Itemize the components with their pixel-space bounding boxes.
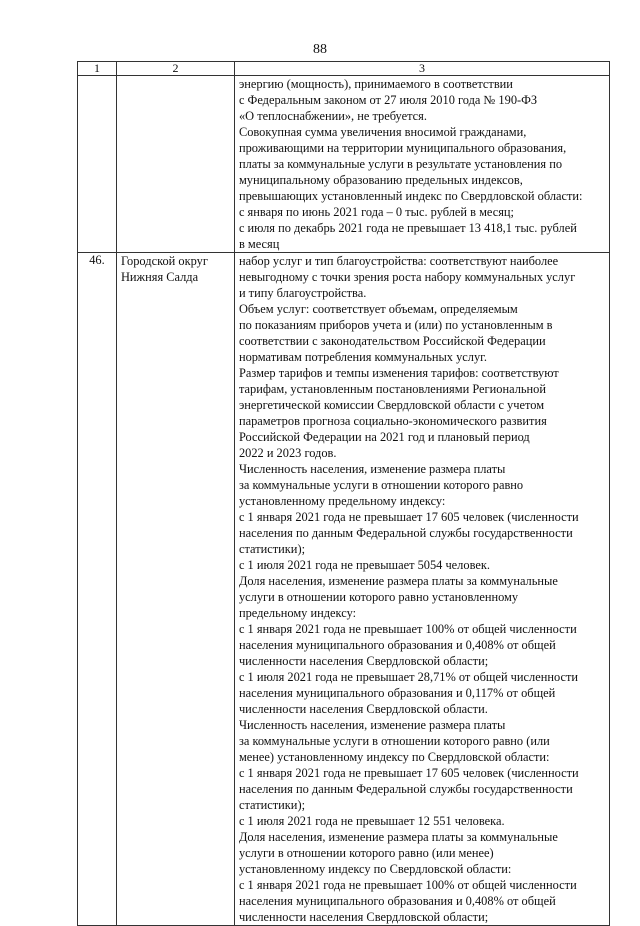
text-line: населения муниципального образования и 0,408% от общей <box>238 638 556 652</box>
text-line: энергию (мощность), принимаемого в соответствии <box>238 77 513 91</box>
text-line: с 1 января 2021 года не превышает 17 605 человек (численности <box>238 510 579 524</box>
text-line: Объем услуг: соответствует объемам, определяемым <box>238 302 518 316</box>
text-line: численности населения Свердловской области; <box>238 654 489 668</box>
table-row <box>78 76 610 253</box>
text-line: с 1 января 2021 года не превышает 17 605 человек (численности <box>238 766 579 780</box>
text-line: превышающих установленный индекс по Свердловской области: <box>238 189 583 203</box>
text-line: соответствии с законодательством Российской Федерации <box>238 334 546 348</box>
text-line: предельному индексу: <box>238 606 357 620</box>
header-cell-3: 3 <box>234 62 609 76</box>
text-line: населения по данным Федеральной службы государственности <box>238 526 573 540</box>
text-line: с Федеральным законом от 27 июля 2010 года № 190-ФЗ <box>238 93 538 107</box>
text-line: платы за коммунальные услуги в результате установления по <box>238 157 563 171</box>
text-line: статистики); <box>238 542 306 556</box>
text-line: нормативам потребления коммунальных услуг. <box>238 350 487 364</box>
text-line: по показаниям приборов учета и (или) по установленным в <box>238 318 553 332</box>
text-line: статистики); <box>238 798 306 812</box>
text-line: в месяц <box>238 237 280 251</box>
municipality-cell <box>116 253 234 926</box>
row-number-cell: 46. <box>78 253 117 926</box>
text-line: за коммунальные услуги в отношении которого равно (или <box>238 734 550 748</box>
text-line: численности населения Свердловской области; <box>238 910 489 924</box>
text-line: проживающими на территории муниципального образования, <box>238 141 567 155</box>
text-line: с 1 июля 2021 года не превышает 5054 человек. <box>238 558 490 572</box>
text-line: с 1 июля 2021 года не превышает 28,71% от общей численности <box>238 670 579 684</box>
header-cell-2: 2 <box>116 62 234 76</box>
text-line: с января по июнь 2021 года – 0 тыс. рублей в месяц; <box>238 205 515 219</box>
municipality-cell <box>116 76 234 253</box>
text-line: «О теплоснабжении», не требуется. <box>238 109 427 123</box>
text-line: 2022 и 2023 годов. <box>238 446 337 460</box>
text-line: и типу благоустройства. <box>238 286 367 300</box>
text-line: менее) установленному индексу по Свердловской области: <box>238 750 550 764</box>
text-line: населения муниципального образования и 0,408% от общей <box>238 894 556 908</box>
text-line: Размер тарифов и темпы изменения тарифов: соответствуют <box>238 366 559 380</box>
text-line: населения по данным Федеральной службы государственности <box>238 782 573 796</box>
text-line: с июля по декабрь 2021 года не превышает 13 418,1 тыс. рублей <box>238 221 577 235</box>
text-line: установленному предельному индексу: <box>238 494 446 508</box>
text-line: энергетической комиссии Свердловской области с учетом <box>238 398 545 412</box>
page-number: 88 <box>313 42 327 57</box>
header-cell-1: 1 <box>78 62 117 76</box>
text-line: Совокупная сумма увеличения вносимой гражданами, <box>238 125 527 139</box>
description-cell <box>234 253 609 926</box>
text-line: услуги в отношении которого равно (или менее) <box>238 846 494 860</box>
text-line: тарифам, установленным постановлениями Региональной <box>238 382 546 396</box>
text-line: Численность населения, изменение размера платы <box>238 718 506 732</box>
description-cell <box>234 76 609 253</box>
text-line: Российской Федерации на 2021 год и плановый период <box>238 430 530 444</box>
text-line: параметров прогноза социально-экономического развития <box>238 414 547 428</box>
text-line: Доля населения, изменение размера платы за коммунальные <box>238 574 558 588</box>
table-row <box>78 253 610 926</box>
table-header-row <box>78 62 610 76</box>
text-line: муниципальному образованию предельных индексов, <box>238 173 523 187</box>
text-line: установленному индексу по Свердловской области: <box>238 862 512 876</box>
text-line: с 1 января 2021 года не превышает 100% от общей численности <box>238 878 577 892</box>
text-line: услуги в отношении которого равно установленному <box>238 590 519 604</box>
municipality-name-line: Нижняя Салда <box>120 270 199 284</box>
document-table <box>77 61 610 926</box>
text-line: невыгодному с точки зрения роста набору коммунальных услуг <box>238 270 576 284</box>
text-line: населения муниципального образования и 0,117% от общей <box>238 686 556 700</box>
text-line: с 1 июля 2021 года не превышает 12 551 человека. <box>238 814 505 828</box>
municipality-name-line: Городской округ <box>120 254 208 268</box>
text-line: Доля населения, изменение размера платы за коммунальные <box>238 830 558 844</box>
text-line: численности населения Свердловской области. <box>238 702 488 716</box>
text-line: с 1 января 2021 года не превышает 100% от общей численности <box>238 622 577 636</box>
text-line: за коммунальные услуги в отношении которого равно <box>238 478 524 492</box>
row-number-cell <box>78 76 117 253</box>
text-line: Численность населения, изменение размера платы <box>238 462 506 476</box>
text-line: набор услуг и тип благоустройства: соответствуют наиболее <box>238 254 559 268</box>
